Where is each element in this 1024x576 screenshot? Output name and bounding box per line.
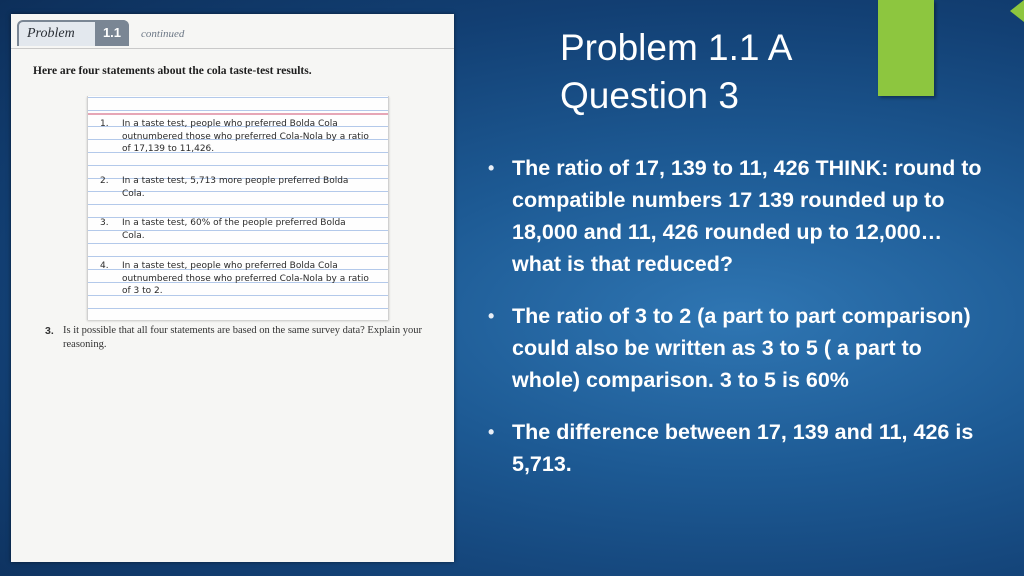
- problem-tab-number: 1.1: [95, 20, 129, 46]
- problem-tab-title: Problem: [27, 26, 75, 41]
- bullet-text: The ratio of 17, 139 to 11, 426 THINK: round to compatible numbers 17 139 rounded up to 18,000 and 11, 426 rounded up to 12,000…what is that reduced?: [512, 156, 982, 276]
- statement-1: [100, 118, 370, 156]
- statement-text: In a taste test, 5,713 more people preferred Bolda Cola.: [122, 176, 349, 199]
- bullet-dot-icon: •: [488, 306, 495, 326]
- continued-label: continued: [141, 28, 185, 40]
- statement-2: [100, 175, 370, 200]
- statement-number: 3.: [100, 218, 109, 228]
- bullet-item-2: [488, 300, 988, 396]
- question-3: [45, 324, 423, 352]
- bullet-item-1: [488, 152, 988, 280]
- statement-number: 2.: [100, 176, 109, 186]
- corner-triangle-icon: [1010, 0, 1024, 22]
- statement-text: In a taste test, people who preferred Bolda Cola outnumbered those who preferred Cola-Nola by a ratio of 17,139 to 11,426.: [122, 119, 369, 154]
- bullet-text: The ratio of 3 to 2 (a part to part comparison) could also be written as 3 to 5 ( a part to whole) comparison. 3 to 5 is 60%: [512, 304, 971, 392]
- bullet-list: [488, 152, 988, 500]
- bullet-text: The difference between 17, 139 and 11, 426 is 5,713.: [512, 420, 974, 476]
- problem-header-strip: [11, 14, 454, 49]
- statement-3: [100, 217, 370, 242]
- intro-text: Here are four statements about the cola taste-test results.: [33, 65, 312, 77]
- green-accent-bar: [878, 0, 934, 96]
- bullet-dot-icon: •: [488, 158, 495, 178]
- lined-notepad: [87, 96, 389, 320]
- statement-number: 4.: [100, 261, 109, 271]
- question-number: 3.: [45, 325, 54, 337]
- slide-title-line-2: Question 3: [560, 75, 739, 116]
- problem-tab: [17, 20, 129, 46]
- statement-number: 1.: [100, 119, 109, 129]
- statement-4: [100, 260, 370, 298]
- statement-text: In a taste test, people who preferred Bolda Cola outnumbered those who preferred Cola-Nola by a ratio of 3 to 2.: [122, 261, 369, 296]
- slide-title-line-1: Problem 1.1 A: [560, 27, 793, 68]
- slide-title: [560, 24, 870, 120]
- textbook-page-image: [11, 14, 454, 562]
- bullet-dot-icon: •: [488, 422, 495, 442]
- bullet-item-3: [488, 416, 988, 480]
- question-text: Is it possible that all four statements are based on the same survey data? Explain your reasoning.: [63, 325, 422, 350]
- statement-text: In a taste test, 60% of the people preferred Bolda Cola.: [122, 218, 346, 241]
